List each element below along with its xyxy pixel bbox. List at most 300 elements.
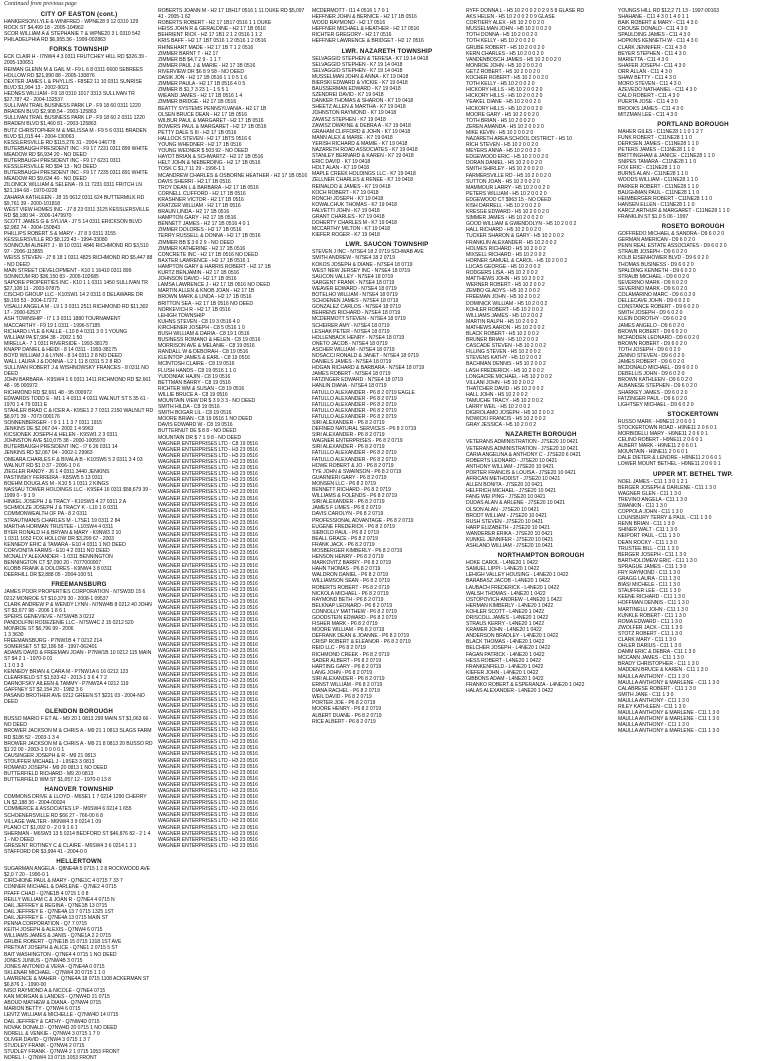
listing-entry: BROWN ROBERT - D9 6 0 2 0: [618, 340, 687, 347]
listing-entry: RICHMOND CREEK - P6 8 2 0719: [312, 651, 390, 658]
listing-entry: DARNOFSKY AILEEN & TAMMY - P7NW2A 4 0212 119: [4, 680, 129, 687]
listing-entry: PRETKAT JOSEPH & ALICE - Q7NE1 2 0715 5 ST: [4, 945, 118, 952]
listing-entry: BOTELHO WILLIAM - N7SE4 18 0719: [312, 292, 398, 299]
listing-entry: MIXSELL RICHARD - H5 10 2 0 0 2: [466, 251, 546, 258]
listing-entry: SULLIVAN ROBERT J & WISHNOWSKY FRANCES - 8 0311 NO DEED: [4, 365, 149, 378]
listing-entry: SIMMER JAMES - H5 10 2 0 0 2 0: [466, 215, 543, 222]
listing-entry: WAGNER ENTERPRISES LTD - H3 23 0516: [158, 739, 258, 746]
listing-entry: WAGNER ENTERPRISES LTD - H3 23 0516: [158, 635, 258, 642]
listing-entry: DORAN DANIEL - H5 10 2 0 0 2 0: [466, 160, 542, 167]
listing-entry: KUNKLE ROBERT - C11 1 3 0: [618, 612, 686, 619]
listing-entry: DRISCOLL JAMES - L4NE20 1 0422: [466, 615, 549, 621]
listing-entry: BROWN MARK & LINDA - H2 17 1B 0516: [158, 294, 252, 301]
listing-entry: KOLB EISENHOWER BLVD - D9 6 0 2 0: [618, 255, 709, 262]
listing-entry: LAWRENCE & MAHER - Q7NE4A 18 0715 1108 ACKERMAN ST $6,876 1 - 1990-00: [4, 975, 150, 988]
listing-entry: ADAMS DAVID & FREEMAN JOAN - P7NW1B 10 0212 115 MAIN ST $4 2 1 - 1970-0 01: [4, 650, 152, 663]
listing-entry: RICHTER GREGORY - H2 17 0516: [312, 32, 392, 39]
listing-entry: ALBANESE STEPHEN - D9 6 0 2 0: [618, 383, 697, 390]
listing-entry: WAGNER ENTERPRISES LTD - H3 23 0516: [158, 708, 258, 715]
listing-entry: HEFFNER LAWRENCE & BRIDGET - H2 17 0516: [312, 38, 424, 45]
listing-entry: VILLAGE WALTER - M6NW4 3 9 0214 1 09: [4, 818, 102, 825]
listing-entry: TERRY RUSSELL & DONNA - H2 17 1B 0516: [158, 233, 261, 240]
listing-entry: PASANO BROTHER AVE 0212 GREEN ST $221 03 - 2004-NO DEED: [4, 693, 145, 706]
listing-entry: TROY DEAN L & BARBARA - H2 17 1B 0516: [158, 184, 259, 191]
listing-entry: WAGNER ENTERPRISES LTD - H3 23 0516: [158, 519, 258, 526]
listing-entry: SEVERINO MARK - D9 6 0 2 0: [618, 279, 688, 286]
listing-entry: TOTH JOSEPH - D9 6 0 2 0: [618, 346, 681, 353]
listing-entry: KARCZ ARTHUR & MARGARET - C11NE28 1 1 0: [618, 207, 730, 214]
listing-entry: WAGNER ENTERPRISES LTD - H3 23 0516: [158, 666, 258, 673]
listing-entry: FALVETTI JOHN - K7 19 0418: [312, 207, 380, 214]
listing-entry: ROBERTS LEONARD - J7SE20 10 0421: [466, 457, 558, 464]
section-heading: STOCKERTOWN: [667, 410, 719, 418]
listing-entry: LARRY WEIL - H5 10 2 0 0 2: [466, 404, 531, 411]
listing-entry: RAYMOND BETH - P6 8 2 0719: [312, 596, 384, 603]
listing-entry: KLEINTOP JAMES & EARL - C8 19 0516: [158, 355, 250, 362]
listing-entry: VANDENBOSCH JAMES - H5 10 2 0 0 2 0: [466, 56, 561, 63]
listing-entry: WAGNER ENTERPRISES LTD - H3 23 0516: [158, 763, 258, 770]
listing-entry: SMITH JANE - C11 1 3 0: [618, 691, 674, 698]
listing-entry: CLARK ANDREW P & WENDY LYNN - N7NW4B 8 0212 40 JOHN ST $3,677 98 - 2006 1 8 6 1: [4, 601, 152, 614]
listing-entry: OLSON ALAN - J7SE20 10 0421: [466, 506, 540, 513]
listing-entry: KOKOS JOSEPH & DIANE - N7SE4 18 0719: [312, 261, 413, 268]
listing-entry: ROBERTS ROBERT - P6 8 2 0719: [312, 584, 390, 591]
listing-entry: HELT JOHN & NIEBERDING - H2 17 1B 0516: [158, 160, 261, 167]
listing-entry: JAMES ANGELO - D9 6 0 2 0: [618, 322, 685, 329]
listing-entry: BYER RONALD H & BRYAN & MARY - K9NW3 2 10: [4, 529, 122, 536]
listing-entry: ORR ALLAN - C11 4 3 0: [618, 68, 672, 75]
listing-entry: MOUNTAIN DR $ 7 1 9 8 - NO DEED: [158, 434, 241, 441]
listing-entry: WAGNER ENTERPRISES LTD - H3 23 0516: [158, 812, 258, 819]
listing-entry: MORBIDELLI MARY - H9NE11 2 0 6 0 1: [618, 431, 708, 437]
listing-entry: MUSSELMAN JOHN - H5 10 2 0 0 2 0: [466, 26, 552, 33]
column-3: [312, 8, 462, 1020]
listing-entry: CASCADE STEVEN - H5 10 2 0 0 2: [466, 343, 547, 350]
listing-entry: MCDONALD MICHAEL - D9 6 0 2 0: [618, 365, 698, 372]
listing-entry: SIRI ALEXANDER - P6 8 2 0719: [312, 444, 385, 451]
listing-entry: BENNETT RICHARD - P6 8 2 0719: [312, 487, 391, 494]
listing-entry: WOOD RAYMOND - H2 17 0516: [312, 20, 386, 27]
listing-entry: NAZARETH AREA SCHOOL DISTRICT - H5 10: [466, 135, 572, 142]
listing-entry: HANKERSON LYLE & WINIFRED - WPNE28 9 12 0310 129 ROCK ST $4,499 18 - 2005-104962: [4, 19, 139, 32]
listing-entry: HERMAN KIMBERLY - L4NE20 1 0422: [466, 602, 554, 609]
listing-entry: BELCHER JOSEPH - L4NE20 1 0422: [466, 645, 551, 652]
listing-entry: RONCHI JOSEPH - K7 19 0418: [312, 195, 384, 202]
listing-entry: SCOTT JAMES G & SYLVIA - J7 5 14 0311 ERICKSON BLVD $2,982 74 - 2004-150843: [4, 218, 142, 231]
listing-entry: HORNER SAMUEL & CAROL - H5 10 2 0 0 2: [466, 257, 568, 264]
listing-entry: FARMERSVILLE RD - H5 10 2 0 0 2 0: [466, 172, 551, 179]
listing-entry: SZENDREI DAVID - K7 19 0418: [312, 92, 384, 99]
listing-entry: ERNST WILLIAM - P6 8 2 0719: [312, 682, 383, 689]
listing-entry: ASH TOWNSHIP - I7 1 3 0311 1880 TOURNAMENT: [4, 316, 121, 323]
listing-entry: MOORE HENRY - P6 8 2 0719: [312, 706, 382, 713]
listing-entry: NASSAU TOWER HOLDINGS LLC - K9SE4 16 0311 $58,679 39 - 1999 0 - 9 1 9: [4, 487, 152, 500]
listing-entry: WAGNER ENTERPRISES LTD - H3 23 0516: [158, 458, 258, 465]
listing-entry: STRAUS KERRY - L4NE20 1 0422: [466, 621, 544, 628]
listing-entry: DEERHILL DR $2,888 05 - 2004-100 51: [4, 572, 93, 579]
listing-entry: DAIL JEFFREY & REGINA - Q7NE1B 13 0715: [4, 902, 108, 909]
listing-entry: WAGNER ENTERPRISES LTD - H3 23 0516: [158, 641, 258, 648]
listing-entry: WAGNER GLEN - C11 1 3 0: [618, 490, 682, 497]
listing-entry: MAULLA ANTHONY & MARLENE - C11 1 3 0: [618, 716, 720, 723]
listing-entry: WEISS STEVEN - J7 8 18 1 0311 4825 RICHMOND RD $5,447 88 - NO DEED: [4, 255, 153, 268]
listing-entry: OLIVER DAVID - Q7NW4 3 0715 1 3 7: [4, 1036, 91, 1043]
listing-entry: BUSINESS ROMANO & HELEN - C8 19 0516: [158, 337, 261, 344]
listing-entry: LOWER MOUNT BETHEL - H9NE11 2 0 6 0 1: [618, 461, 721, 468]
listing-entry: BELKNAP LEONARD - P6 8 2 0719: [312, 602, 392, 609]
listing-entry: DAIL JEFFREY E - Q7NE4A 13 0715 MAIN ST: [4, 914, 109, 921]
listing-entry: SULLIVAN TRAIL BUSINESS PARK LP - F9 18 60 2 0311 1220 BRADEN BLVD $1,460 81 - 2003-125863: [4, 115, 145, 128]
listing-entry: DAIL JEFFREY & CATHY - Q7NW4D 0715: [4, 1018, 100, 1025]
listing-entry: KENNEDY ERIC & TAMARA - E10 4 0311 1 NO DEED: [4, 541, 126, 548]
listing-entry: SHARKEY JAMES - D9 6 0 2 0: [618, 389, 688, 396]
listing-entry: BUSH WILLIAM & DARIA - C8 19 1 0516: [158, 330, 250, 337]
listing-entry: HALLOCK STEVEN - H2 17 1BTS 0516 6: [158, 135, 252, 142]
listing-entry: REINALDO & JAMES - K7 19 0418: [312, 183, 391, 190]
listing-entry: SHAHANE - C11 4 3 0 1 4 0 1 1: [618, 14, 689, 21]
listing-entry: BARTHOLOMEW ERIC - C11 1 3 0: [618, 557, 697, 564]
listing-entry: KIEFER JOHN - L4NE20 1 0422: [466, 669, 539, 676]
listing-entry: DALE DIETER & LENORE - H9NE11 2 0 6 0 1: [618, 455, 722, 462]
listing-entry: WALL LAURA J & DONNA - L2 1 11 8 0311 5 2 8 RD: [4, 359, 121, 366]
listing-entry: BRADY CHRISTOPHER - C11 1 3 0: [618, 661, 699, 668]
listing-entry: RIVERVIEW DR $6 8 9 58 - NO DEED: [158, 68, 245, 75]
listing-entry: MATTHEWS JOHN - H5 10 2 0 0 2: [466, 276, 544, 283]
listing-entry: KRATZER WILLIAM - H2 17 1B 0516: [158, 203, 241, 209]
listing-entry: ZAWISZ STEPHEN - K7 19 0418: [312, 116, 386, 123]
listing-entry: ZIMMER KATHERINE - H2 17 1B 0516: [158, 245, 246, 252]
listing-entry: BEYER STEPHEN - C11 4 3 0: [618, 50, 686, 57]
listing-entry: KNAPP DANIEL & HEIDI - 8 14 0311 - 1993-38175: [4, 346, 117, 353]
listing-entry: MAHER GILES - C11NE28 1 1 0 1 2 7: [618, 128, 703, 135]
listing-entry: FATULLO ALEXANDER - P6 8 2 0719 EAGLE: [312, 389, 415, 396]
listing-entry: SHEETZ ALLEN & MARTHA - K7 19 0418: [312, 104, 406, 111]
section-heading: FORKS TOWNSHIP: [49, 46, 109, 54]
listing-entry: CRISP ROBERT & ELEANOR - P6 8 2 0719: [312, 639, 411, 646]
listing-entry: MAULLA ANTHONY & MARLENE - C11 1 3 0: [618, 728, 720, 735]
listing-entry: FATULLO ALEXANDER - P6 8 2 0719: [312, 407, 397, 414]
listing-entry: MAULLA ANTHONY - C11 1 3 0: [618, 697, 689, 704]
listing-entry: EUGENE FREDERICK - P6 8 2 0719: [312, 523, 395, 530]
listing-entry: PETTY DALE S III - H2 17 1B 0516: [158, 129, 237, 136]
listing-entry: STOTZ ROBERT - C11 1 3 0: [618, 630, 683, 637]
listing-entry: WAGNER ENTERPRISES LTD - H3 23 0516: [158, 678, 258, 685]
listing-entry: JONES JUNIUS - Q7NW4B 3 0715: [4, 957, 83, 964]
listing-entry: LAMSA LAWRENCE J - H2 17 1B 0516 NO DEED: [158, 282, 271, 289]
listing-entry: WAGNER ENTERPRISES LTD - H3 23 0516: [158, 806, 258, 813]
listing-entry: PLANO CT $1,092 0 - 2 0 9 1 6 1: [4, 824, 78, 831]
listing-entry: MORO STEVEN - C11 4 3 0: [618, 81, 681, 88]
listing-entry: BAUGHMAN PAUL - C11NE28 1 1 0: [618, 189, 700, 196]
listing-entry: ASHLAND WILLIAM - J7SE20 10 0421: [466, 543, 554, 550]
listing-entry: COMMERCE & ASSOCIATES LP - M6SW4 6 0214 1 655 SCHOENERSVILLE RD $66 27 - 766-00 6 8: [4, 806, 132, 819]
listing-entry: COMMONWEALTH OF PA - 8 2 0311: [4, 511, 88, 518]
section-heading: LWR. NAZARETH TOWNSHIP: [341, 47, 433, 55]
listing-entry: SMITH ANDREW - N7SE4 18 2 0719: [312, 255, 395, 262]
listing-entry: GOODSTEIN EDWARD - P6 8 2 0719: [312, 615, 397, 621]
listing-entry: GRAGG LAURA - C11 1 3 0: [618, 576, 681, 583]
listing-entry: WAGNER ENTERPRISES LTD - H3 23 0516: [158, 830, 258, 837]
listing-entry: SEVERINO MARK - D9 6 0 2 0: [618, 285, 688, 292]
listing-entry: FISHER MARK - P6 8 2 0719: [312, 621, 378, 628]
listing-entry: WAGNER ENTERPRISES LTD - H3 23 0516: [158, 513, 258, 520]
listing-entry: NAZARETH ROAD ASSOCIATES - K7 19 0418: [312, 146, 418, 153]
listing-entry: MCCARTHY MILTON - K7 19 0418: [312, 226, 391, 233]
listing-entry: ECK CLAIR H - I7NW4 4 3 0311 FRUTCHEY HILL RD $326.39 - 2005-130651: [4, 54, 147, 67]
listing-entry: WAGNER ENTERPRISES LTD - H3 23 0516: [158, 653, 258, 660]
listing-entry: WAGNER ENTERPRISES LTD - H3 23 0516: [158, 477, 258, 484]
listing-entry: MCFADDEN LEONARD - D9 6 0 2 0: [618, 334, 700, 341]
listing-entry: LESHAK PETER - N7SE4 18 0719: [312, 328, 390, 335]
listing-entry: STOCKERTOWN ROAD - H9NE11 2 0 6 0 1: [618, 424, 717, 431]
listing-entry: LANG JOHN - P6 8 2 0719: [312, 669, 373, 676]
listing-entry: HEFFNER JOHN & BERNICE - H2 17 1B 0516: [312, 14, 417, 21]
listing-entry: EDGEWOOD CT $963 15 - NO DEED: [466, 196, 552, 203]
listing-entry: ALLEN BONITA - J7SE20 10 0421: [466, 482, 543, 489]
listing-entry: LEHIGH TOWNSHIP: [158, 312, 205, 319]
listing-entry: VILLANI JOHN - H5 10 2 0 0 2: [466, 379, 534, 386]
listing-entry: CAUSINGER JOSEPH & R - M9 21 0813: [4, 752, 96, 759]
listing-entry: FRANK JACK - P6 8 2 0719: [312, 541, 375, 548]
listing-entry: HICKORY HILLS - H5 10 2 0 0 2 0: [466, 105, 543, 112]
listing-entry: FRANKENFIELD - L4NE20 1 0422: [466, 663, 544, 670]
listing-entry: KRASHNER VICTOR - H2 17 1B 0516: [158, 196, 244, 203]
listing-entry: WAGNER ENTERPRISES LTD - H3 23 0516: [158, 824, 258, 831]
listing-entry: GIBBONS ADAM - L4NE20 1 0422: [466, 675, 544, 682]
listing-entry: NICKOLA MICHAEL - P6 8 2 0719: [312, 590, 389, 597]
listing-entry: SUGARMAN ANGELA - Q8NE4A 5 0715 1 2 8 ROCKWOOD AVE $2,0 7 20 - 1990-0 1: [4, 866, 151, 879]
listing-entry: YEAKEL DIANE - H5 10 2 0 0 2 0: [466, 99, 541, 106]
listing-entry: STUDLEY FRANK - Q7NW4 2 0715: [4, 1042, 85, 1049]
listing-entry: TAMUCHE TRACY - H5 10 2 0 0 2: [466, 398, 543, 404]
listing-entry: ROMANO JOSEPH - M9 20 0813 1 NO DEED: [4, 764, 108, 771]
listing-entry: WAGNER ENTERPRISES LTD - H3 23 0516: [158, 818, 258, 825]
listing-entry: STEVEN J INC - N7SE4 18 2 0719 SCHWAB AVE: [312, 249, 424, 256]
listing-entry: LIGHTSEY MICHAEL - D9 6 0 2 0: [618, 401, 694, 408]
listing-entry: STRAUB JOSEPH - D9 6 0 2 0: [618, 249, 688, 256]
listing-entry: FATULLO ALEXANDER - P6 8 2 0719: [312, 395, 397, 402]
listing-entry: FREEMAN JOHN - H5 10 2 0 0 2: [466, 294, 540, 301]
listing-entry: RYFF DONNA L - H5 10 2 0 0 2 0 2 9 5 8 GLASE RD: [466, 8, 584, 14]
listing-entry: BUTTERNUT DE $ 8 8 - NO DEED: [158, 428, 237, 435]
listing-entry: ZIMMER B $1,7 3 23 1 - 1 5 5 1: [158, 87, 229, 94]
listing-entry: MAULLA ANTHONY - C11 1 3 0: [618, 673, 689, 680]
listing-entry: FATULLO ALEXANDER - P6 8 2 0719: [312, 413, 397, 420]
listing-entry: HOFFMAN DENNIS - C11 1 3 0: [618, 600, 689, 607]
listing-entry: WAGNER ENTERPRISES LTD - H3 23 0516: [158, 544, 258, 551]
listing-entry: SIRI ALEXANDER - P6 8 2 0719: [312, 432, 385, 439]
listing-entry: REID LLC - P6 8 2 0719: [312, 645, 366, 652]
listing-entry: RICHARD LYLE & KALLE - L10 8 4 0311 3 0 1 YOUNG: [4, 328, 128, 335]
listing-entry: RILEY KATHLEEN - C11 1 3 0: [618, 704, 686, 711]
listing-entry: STEVENS KATHY - H5 10 2 0 0 2: [466, 355, 542, 362]
listing-entry: FRY RAYMOND - C11 1 3 0: [618, 569, 681, 576]
listing-entry: BLACK ROBERT - H5 10 2 0 0 2: [466, 330, 539, 337]
listing-entry: SOMERSET ST $2,186 58 - 1997-062401: [4, 644, 98, 651]
listing-entry: ZENNO STEVEN - D9 6 0 2 0: [618, 352, 685, 359]
listing-entry: FRANKO ROBERT & ESPERANZA - L4NE20 1 0422: [466, 682, 585, 689]
listing-entry: ZIMMER BB $4,7 2 9 - 1 1 7: [158, 56, 221, 63]
listing-entry: WAGNER ENTERPRISES LTD - H3 23 0516: [158, 574, 258, 581]
listing-entry: WAGNER ENTERPRISES LTD - H3 23 0516: [158, 617, 258, 624]
listing-entry: BEHRENS RICHARD - N7SE4 18 0719: [312, 310, 401, 317]
section-heading: NORTHAMPTON BOROUGH: [497, 552, 585, 560]
section-heading: LWR. SAUCON TOWNSHIP: [345, 241, 429, 249]
listing-entry: MACCARTHY - F9 19 1 0311 - 1996-57185: [4, 322, 101, 329]
listing-entry: TREVINO ANGELA - C11 1 3 0: [618, 496, 688, 503]
listing-entry: RICHMOND RD $2,661 48 - 95 000972: [4, 389, 92, 396]
listing-entry: SUTTON JOAN - H5 10 2 0 0 2 0: [466, 178, 540, 185]
listing-entry: NISO RAYMOND A & NICOLE - Q7NE4 0715: [4, 988, 106, 995]
listing-entry: ZIMMER DOLORES - H2 17 1B 0516: [158, 227, 242, 234]
listing-entry: HOPKINS KENNETH W - C11 4 3 0: [618, 38, 698, 45]
listing-entry: FRANKLIN ALEXANDER - H5 10 2 0 0 2: [466, 239, 557, 246]
listing-entry: CORNELL CLIFFORD - H2 17 1B 0516: [158, 190, 246, 197]
listing-entry: PHILLIPS ROBERT S & MARY - J7 8 3 0311 3155 KESSLERSVILLE RD $8,123 43 - 1994-33080: [4, 231, 116, 244]
listing-entry: KOCHER ROBERT - H5 10 2 0 0 2 0: [466, 75, 549, 82]
listing-entry: YOUNGS HILL RD $12,2 71 13 - 1997-00163: [618, 8, 719, 14]
listing-entry: WAGNER ENTERPRISES LTD - H3 23 0516: [158, 684, 258, 691]
listing-entry: LAUBACH FREDERICK - L4NE20 1 0422: [466, 584, 560, 591]
listing-entry: GRANT CHARLES - K7 19 0418: [312, 214, 385, 220]
listing-entry: AFRICAN METHODIST - J7SE20 10 0421: [466, 476, 561, 483]
listing-entry: ONETO JACOB - N7SE4 18 0719: [312, 340, 388, 347]
listing-entry: ZEMBO GLADYS - H5 10 2 0 0 2: [466, 288, 540, 295]
listing-entry: PENN REAL ESTATE ASSOCIATES - D9 6 0 2 0: [618, 243, 727, 250]
listing-entry: RODGERS LISA - H5 10 2 0 0 2: [466, 270, 538, 277]
listing-entry: WALDRON DANIEL - P6 8 2 0719: [312, 572, 389, 579]
listing-entry: NORKEVICH R - H2 17 1B 0516: [158, 306, 231, 313]
listing-entry: WAGNER ENTERPRISES LTD - H3 23 0516: [158, 556, 258, 563]
listing-entry: STANLEY BERNARD & KAREN - K7 19 0418: [312, 153, 414, 160]
section-heading: HANOVER TOWNSHIP: [44, 786, 114, 794]
listing-entry: ALBERT DUANE - P6 8 2 0719: [312, 712, 382, 719]
listing-entry: GRAHAM CLIFFORD & JOHN - K7 19 0418: [312, 128, 411, 135]
listing-entry: WAGNER ENTERPRISES LTD - H3 23 0516: [158, 647, 258, 654]
listing-entry: SMITH HILDA - C8 19 0516: [158, 404, 220, 411]
listing-entry: HOGAN RICHARD & BARBARA - N7SE4 18 0719: [312, 365, 425, 372]
listing-entry: BRITTINGHAM & JANICE - C11NE28 1 1 0: [618, 153, 715, 160]
listing-entry: SIRI ALEXANDER - P6 8 2 0719: [312, 675, 385, 682]
listing-entry: WAGNER ENTERPRISES LTD - H3 23 0516: [158, 465, 258, 472]
listing-entry: DAVIS CAROLYN - P6 8 2 0719: [312, 511, 384, 518]
listing-entry: DEBELLIS JOHN - D9 6 0 2 0: [618, 371, 685, 378]
listing-entry: SMITH BOGAR LIL - C8 19 0516: [158, 410, 232, 417]
listing-entry: DEXTER JAMES L & PHYLLIS - F8SE2 11 10 0311 SUNRISE BLVD $1,994 13 - 2002-9021: [4, 78, 143, 91]
listing-entry: OSTOPOVICH ANDREW - L4NE20 1 0422: [466, 596, 562, 603]
listing-entry: CROUSE DONALD - C11 4 3 0: [618, 26, 688, 33]
listing-entry: WAGNER ENTERPRISES LTD - H3 23 0516: [158, 781, 258, 788]
listing-entry: WAGNER ENTERPRISES LTD - H3 23 0516: [158, 836, 258, 843]
listing-entry: WAGNER ENTERPRISES LTD - H3 23 0516: [158, 769, 258, 776]
section-heading: UPPER MT. BETHEL TWP.: [653, 470, 733, 478]
listing-entry: SAMUEL LIPPI - L4NE20 1 0422: [466, 566, 540, 573]
listing-entry: WERNER ROBERT - H5 10 2 0 0 2: [466, 282, 545, 289]
listing-entry: CARIA ANGELINA & ANTHONY C - J7SE20 6 0421: [466, 451, 582, 458]
listing-entry: KISH DARRELL - H5 10 2 0 0 2 0: [466, 203, 541, 209]
listing-entry: MATHEWS AARON - H5 10 2 0 0 2: [466, 324, 545, 331]
listing-entry: MARION BETTY - Q7NW4 6 0715: [4, 1006, 81, 1013]
listing-entry: MOORE BRIAN - C8 19 0516 1 NO DEED: [158, 416, 253, 423]
section-heading: CITY OF EASTON (cont.): [40, 11, 118, 18]
listing-entry: WAGNER ENTERPRISES LTD - H3 23 0516: [158, 660, 258, 667]
listing-entry: MONROE JOHN - H5 10 2 0 0 2 0: [466, 62, 543, 69]
listing-entry: SAUCON VALLEY - N7SE4 18 0719: [312, 273, 394, 280]
listing-entry: MCNALLY ALEXANDER - 1 0311 BENNINGTON: [4, 554, 113, 561]
listing-entry: HANSEN ELLEN - C11NE28 1 1 0: [618, 201, 695, 208]
listing-entry: BUTERBAUGH PRESIDENT INC - F9 17 7235 0311 891 WHITE MEADOW RD $9,634 40 - NO DEED: [4, 170, 148, 183]
listing-entry: MORRISON AVE & MELANIE - C8 19 0516: [158, 343, 255, 350]
listing-entry: SHINER WALT - C11 1 3 0: [618, 527, 678, 534]
listing-entry: FATULLO ALEXANDER - P6 8 2 0719: [312, 456, 397, 463]
listing-entry: SHERMAN - M6SW3 13 5 0214 BEDFORD ST $46,876 82 - 2 1 4 1 - NO DEED: [4, 830, 151, 843]
listing-entry: RUSSO MARK - H9NE11 2 0 6 0 1: [618, 418, 696, 425]
listing-entry: WAGNER ENTERPRISES LTD - H3 23 0516: [158, 568, 258, 575]
listing-entry: BURNS ALAN - C11NE28 1 1 0: [618, 171, 688, 178]
listing-entry: KOWALCHUK THOMAS - K7 19 0418: [312, 201, 397, 208]
listing-entry: TYE JOHN & SWAINSON - P6 8 2 0719: [312, 468, 402, 475]
listing-entry: STAUFFER LEE - C11 1 3 0: [618, 588, 681, 595]
listing-entry: MAIN STREET DEVELOPMENT - K10 1 16410 0311 899 SONNCUM RD $36,150 83 - 2005-102685: [4, 267, 132, 280]
listing-entry: OMEARA CHARLES F & BIVALA B - K10SW5 5 2 0311 3 4 03 WALNUT RD $1 0 37 - 2006-1 0 6: [4, 456, 143, 469]
listing-entry: PORTER FRANCIS & LOUISA - J7SE20 10 0421: [466, 469, 576, 476]
listing-entry: NOSACCI RONALD & JANET - N7SE4 18 0719: [312, 352, 419, 359]
listing-entry: WAGNER ENTERPRISES LTD - H3 23 0516: [158, 489, 258, 496]
listing-entry: BEHRIENT RICK - H2 17 1B1 2 1 2 0516 1 1 2: [158, 32, 262, 39]
listing-entry: EDWARDS TODD E - M1 1 4 0311 4 0311 WALNUT ST 5 35 61 - 1970 1 4 79 0311 E: [4, 395, 149, 408]
listing-entry: KUNKEL JENNIFER - J7SE20 10 0421: [466, 536, 554, 543]
listing-entry: SADER ALBERT - P6 8 2 0719: [312, 657, 382, 664]
continued-note: Continued from previous page: [4, 1, 77, 7]
listing-entry: WAGNER ENTERPRISES LTD - H3 23 0516: [158, 611, 258, 618]
listing-entry: KEENE RICHARD - C11 1 3 0: [618, 594, 685, 601]
listing-entry: CORTIERY ALEX - H5 10 2 0 0 2 0: [466, 20, 545, 27]
listing-entry: JONES ANTONIO & VERA - Q7NE4A 0 0715: [4, 963, 105, 970]
listing-entry: NORELL & VENKIE - Q7NW4 3 0715 1 7 0: [4, 1030, 100, 1037]
listing-entry: HAHN THOMAS - P6 8 2 0719: [312, 566, 381, 573]
column-5: [618, 8, 768, 1020]
listing-entry: DAIL JEFFREY E - Q7NE4A 13 7 0715 1325 1ST: [4, 908, 114, 915]
listing-entry: ZWOLFER JACK - C11 1 3 0: [618, 624, 683, 631]
listing-entry: ABOUD MATHEW & DIANA - Q7NW4 0715: [4, 1000, 102, 1007]
listing-entry: ASCHER WILLIAM - N7SE4 18 0719: [312, 346, 395, 353]
listing-entry: MCINTOSH CLAIRE - C8 19 0516: [158, 361, 235, 368]
listing-entry: CONNOLLY MATTHEW - P6 8 2 0719: [312, 608, 397, 615]
listing-entry: VETERANS ADMINISTRATION - J7SE20 10 0421: [466, 445, 578, 452]
listing-entry: JAMES POOR PROPERTIES CORPORATION - N7SW3D 15 6 0212 MONROE ST $10,379 30 - 2008-1 09537: [4, 589, 146, 602]
listing-entry: DEAN ROCKY - C11 1 3 0: [618, 539, 677, 546]
listing-entry: WAGNER ENTERPRISES LTD - H3 23 0516: [158, 532, 258, 539]
section-heading: HELLERTOWN: [56, 858, 102, 866]
listing-entry: PUERTA JOSE - C11 4 3 0: [618, 99, 678, 106]
listing-entry: SKLENAR MICHAEL - Q7NW4 20 0715 1 1 0: [4, 969, 106, 976]
listing-entry: GRUBE ROBERT - H5 10 2 0 0 2 0: [466, 44, 545, 51]
listing-entry: CIRCHIONE PAUL & MARY - Q7NE1C 4 0715 7 33 7: [4, 878, 123, 885]
listing-entry: HINKEL JOSEPH J & TRACY - K10SW3 4 27 0311 2 A: [4, 499, 127, 506]
listing-entry: JOHNSTON RAYMOND - K7 19 0418: [312, 110, 397, 117]
listing-entry: WILLIAM PA $7,984 38 - 2002 1 50: [4, 334, 83, 341]
listing-entry: WAGNER ENTERPRISES LTD - H3 23 0516: [158, 733, 258, 740]
listing-entry: KOCH ROBERT - K7 19 0418: [312, 189, 379, 196]
listing-entry: HENSON HENRY - P6 8 2 0719: [312, 554, 384, 561]
listing-entry: SAPORE PROPERTIES INC - K10 1 1 0311 1450 SULLIVAN TR $27,108 11 - 2003-97875: [4, 279, 148, 292]
listing-entry: COPPOLA JOHN - C11 1 3 0: [618, 509, 683, 516]
listing-entry: BUSSO MARIO F ET AL - M9 20 1 0813 299 MAIN ST $1,063 66 - NO DEED: [4, 716, 152, 729]
listing-entry: MARKOVITZ BARRY - P6 8 2 0719: [312, 560, 392, 567]
listing-entry: WIEAND JAMES - H2 17 1B 0516 1 4: [158, 93, 243, 100]
listing-entry: STOUFFER MICHAEL J - L9SE3 3 0813: [4, 758, 95, 765]
listing-entry: MAPLE CREEK HOLDINGS LLC - K7 19 0418: [312, 171, 416, 178]
